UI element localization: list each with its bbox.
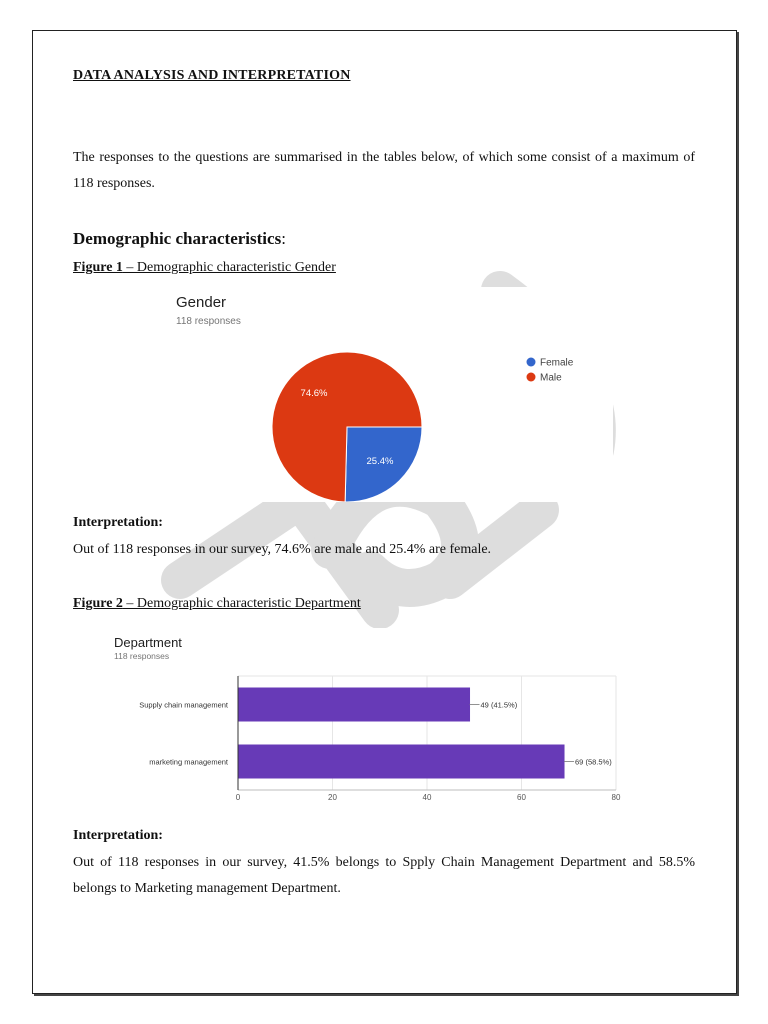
gender-pie-svg (160, 287, 613, 502)
legend-marker-female (527, 358, 536, 367)
figure1-caption-text: – Demographic characteristic Gender (122, 260, 336, 275)
x-tick-label: 0 (235, 793, 241, 802)
bar-1 (239, 688, 471, 722)
pie-subtitle: 118 responses (176, 316, 241, 327)
x-tick-label: 60 (517, 793, 526, 802)
figure2-caption (73, 596, 361, 612)
pie-slice-label-male: 74.6% (300, 388, 328, 400)
section-title (73, 229, 286, 249)
figure2-label: Figure 2 (73, 596, 123, 611)
page-heading: DATA ANALYSIS AND INTERPRETATION (73, 68, 351, 83)
bar-subtitle: 118 responses (114, 651, 170, 661)
interpretation2-label: Interpretation: (73, 828, 163, 843)
intro-paragraph: The responses to the questions are summarised in the tables below, of which some consist of a maximum of 118 responses. (73, 150, 695, 191)
department-bar-svg (100, 628, 640, 808)
bar-title: Department (114, 635, 182, 650)
legend-marker-male (527, 373, 536, 382)
data-label: 69 (58.5%) (575, 757, 612, 767)
figure1-caption (73, 260, 336, 276)
department-chart (100, 628, 640, 808)
section-title-text: Demographic characteristics (73, 229, 282, 248)
gender-chart (160, 287, 613, 502)
pie-title: Gender (176, 294, 227, 311)
category-label: marketing management (149, 757, 228, 767)
legend-label-female: Female (540, 357, 574, 369)
category-label: Supply chain management (139, 700, 228, 710)
data-label: 49 (41.5%) (480, 700, 518, 710)
interpretation2-text: Out of 118 responses in our survey, 41.5% belongs to Spply Chain Management Department and 58.5% belongs to Marketing management Department. (73, 855, 695, 896)
figure1-label: Figure 1 (73, 260, 123, 275)
interpretation1-label: Interpretation: (73, 515, 163, 530)
x-tick-label: 80 (611, 793, 621, 802)
x-tick-label: 20 (328, 793, 337, 802)
pie-slice-label-female: 25.4% (366, 455, 394, 467)
figure2-caption-text: – Demographic characteristic Department (122, 596, 361, 611)
bar-2 (239, 745, 565, 779)
legend-label-male: Male (540, 372, 562, 384)
x-tick-label: 40 (422, 793, 432, 802)
section-title-colon: : (281, 229, 286, 248)
interpretation1-text: Out of 118 responses in our survey, 74.6% are male and 25.4% are female. (73, 542, 492, 557)
